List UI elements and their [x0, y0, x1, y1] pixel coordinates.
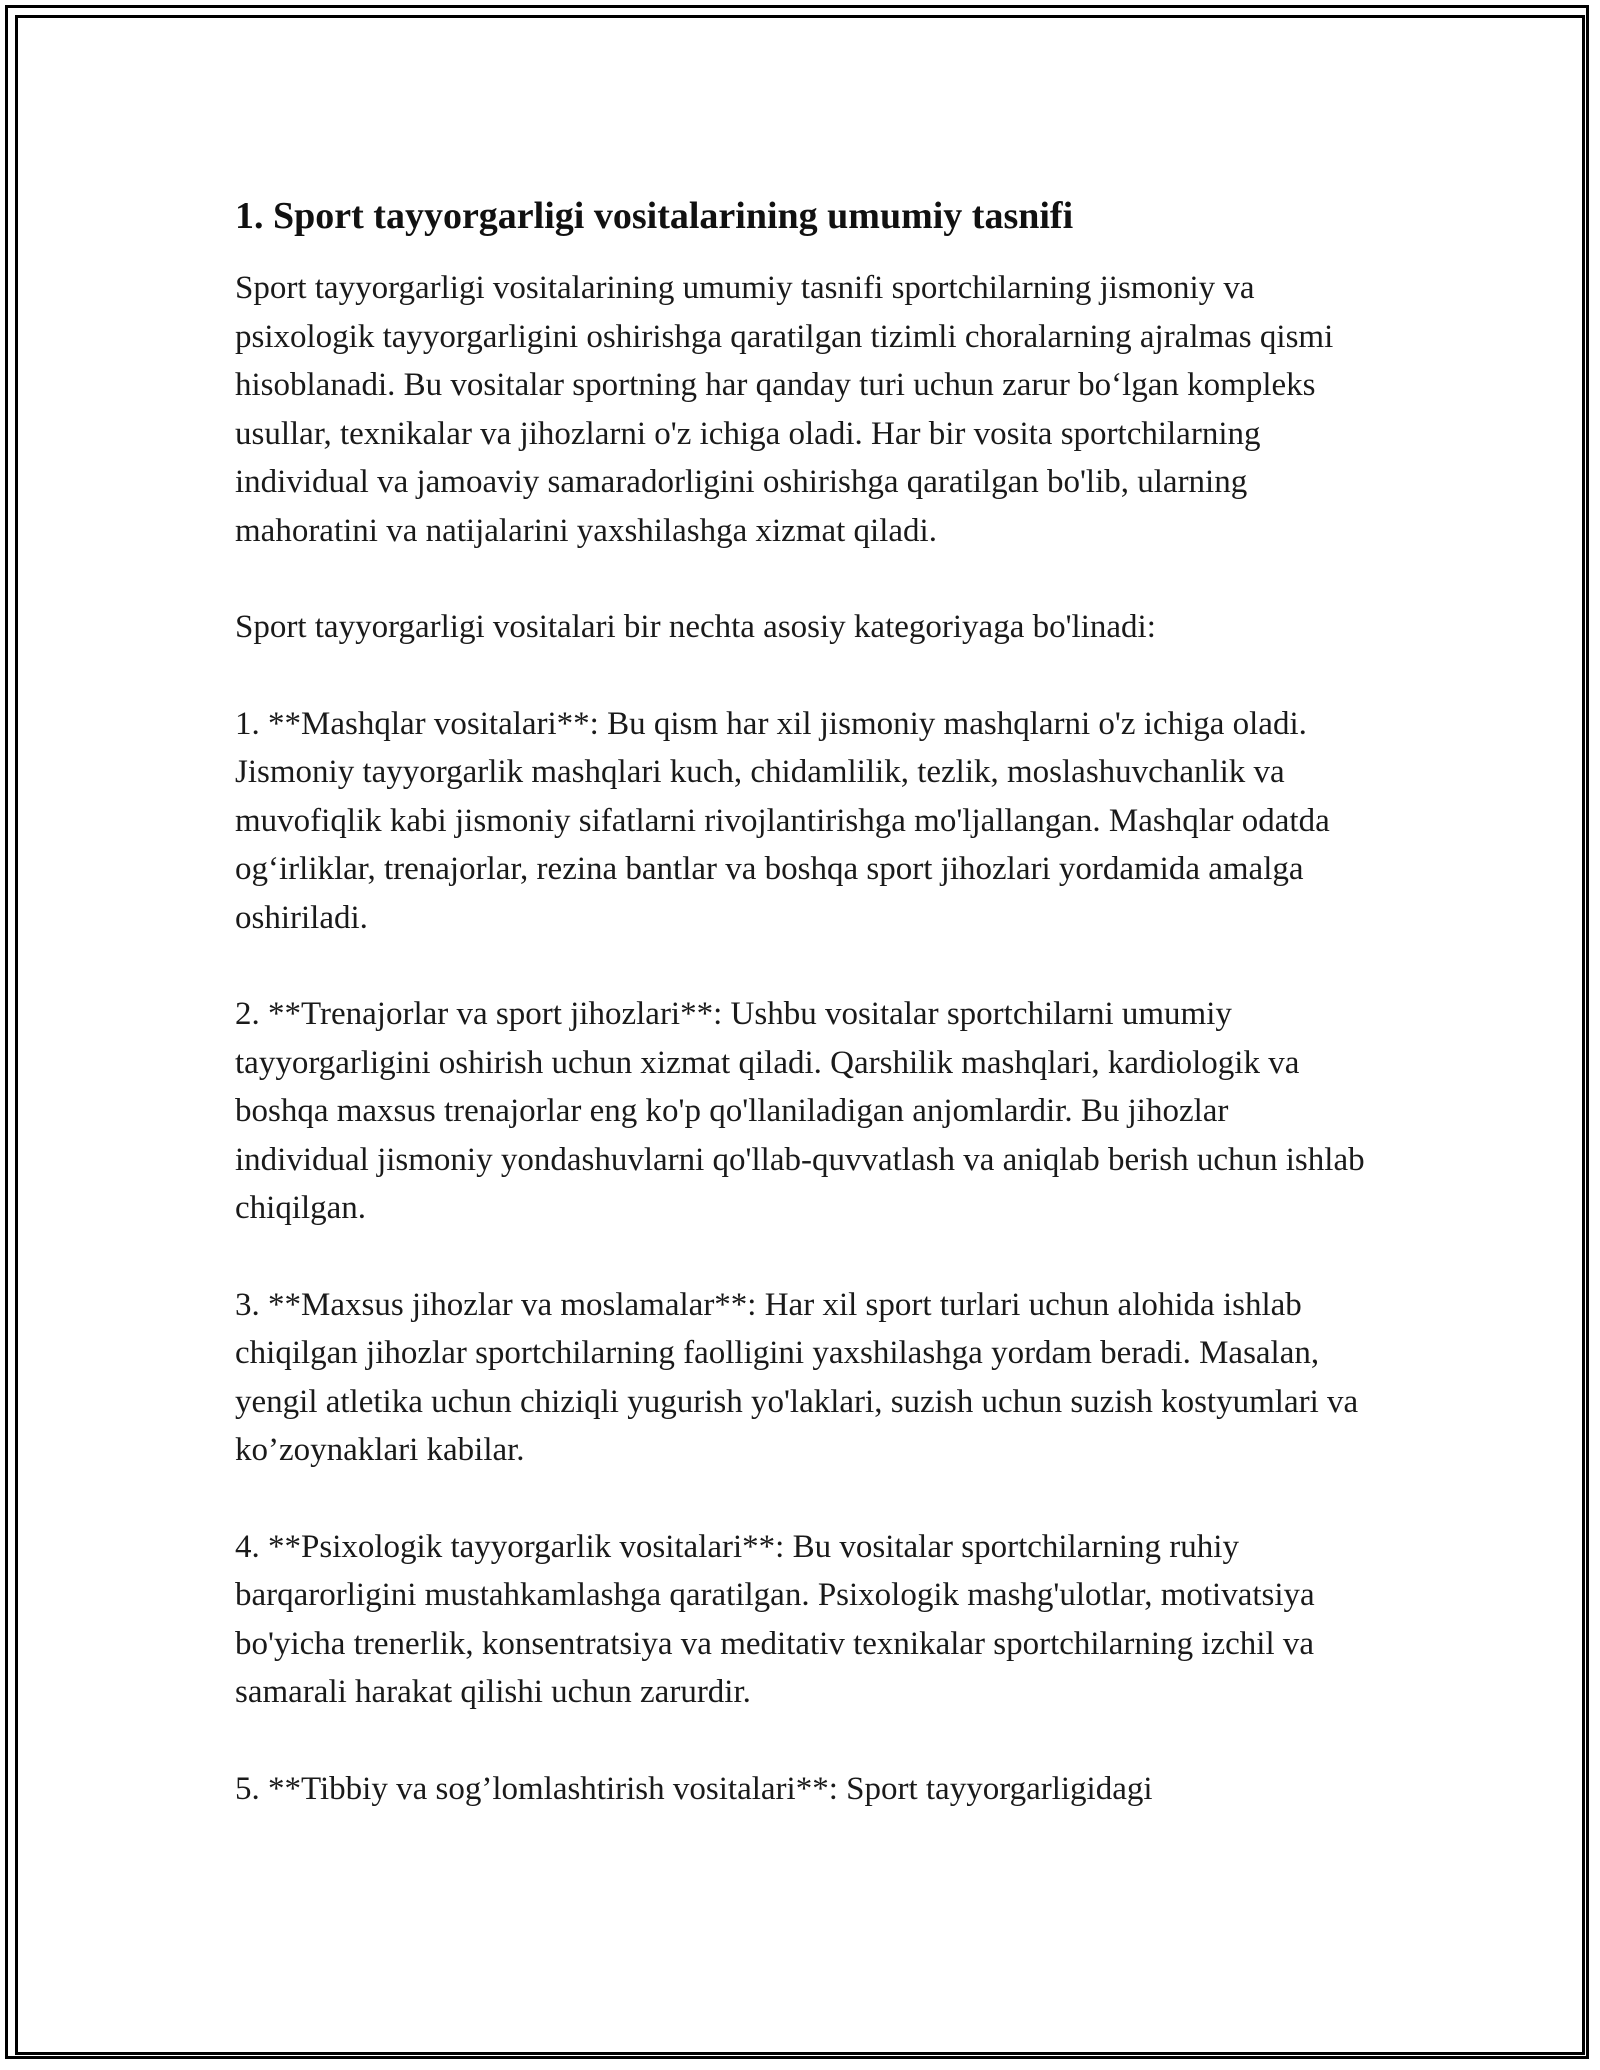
- paragraph-item-4: 4. **Psixologik tayyorgarlik vositalari**: Bu vositalar sportchilarning ruhiy barqarorligini mustahkamlashga qaratilgan. Psixologik mashg'ulotlar, motivatsiya bo'yicha trenerlik, konsentratsiya va meditativ texnikalar sportchilarning izchil va samarali harakat qilishi uchun zarurdir.: [235, 1528, 1315, 1710]
- paragraph-item-1: 1. **Mashqlar vositalari**: Bu qism har xil jismoniy mashqlarni o'z ichiga oladi. Jismoniy tayyorgarlik mashqlari kuch, chidamlilik, tezlik, moslashuvchanlik va muvofiqlik kabi jismoniy sifatlarni rivojlantirishga mo'ljallangan. Mashqlar odatda og‘irliklar, trenajorlar, rezina bantlar va boshqa sport jihozlari yordamida amalga oshiriladi.: [235, 705, 1330, 936]
- paragraph-item-2: 2. **Trenajorlar va sport jihozlari**: Ushbu vositalar sportchilarni umumiy tayyorgarligini oshirish uchun xizmat qiladi. Qarshilik mashqlari, kardiologik va boshqa maxsus trenajorlar eng ko'p qo'llaniladigan anjomlardir. Bu jihozlar individual jismoniy yondashuvlarni qo'llab-quvvatlash va aniqlab berish uchun ishlab chiqilgan.: [235, 996, 1365, 1226]
- paragraph-item-5: 5. **Tibbiy va sog’lomlashtirish vositalari**: Sport tayyorgarligidagi: [235, 1770, 1153, 1807]
- section-heading: 1. Sport tayyorgarligi vositalarining umumiy tasnifi: [235, 195, 1074, 237]
- document-body: [235, 188, 1370, 1813]
- paragraph-categories-intro: Sport tayyorgarligi vositalari bir nechta asosiy kategoriyaga bo'linadi:: [235, 609, 1156, 645]
- paragraph-intro: Sport tayyorgarligi vositalarining umumiy tasnifi sportchilarning jismoniy va psixologik tayyorgarligini oshirishga qaratilgan tizimli choralarning ajralmas qismi hisoblanadi. Bu vositalar sportning har qanday turi uchun zarur bo‘lgan kompleks usullar, texnikalar va jihozlarni o'z ichiga oladi. Har bir vosita sportchilarning individual va jamoaviy samaradorligini oshirishga qaratilgan bo'lib, ularning mahoratini va natijalarini yaxshilashga xizmat qiladi.: [235, 270, 1334, 549]
- paragraph-item-3: 3. **Maxsus jihozlar va moslamalar**: Har xil sport turlari uchun alohida ishlab chiqilgan jihozlar sportchilarning faolligini yaxshilashga yordam beradi. Masalan, yengil atletika uchun chiziqli yugurish yo'laklari, suzish uchun suzish kostyumlari va ko’zoynaklari kabilar.: [235, 1286, 1359, 1468]
